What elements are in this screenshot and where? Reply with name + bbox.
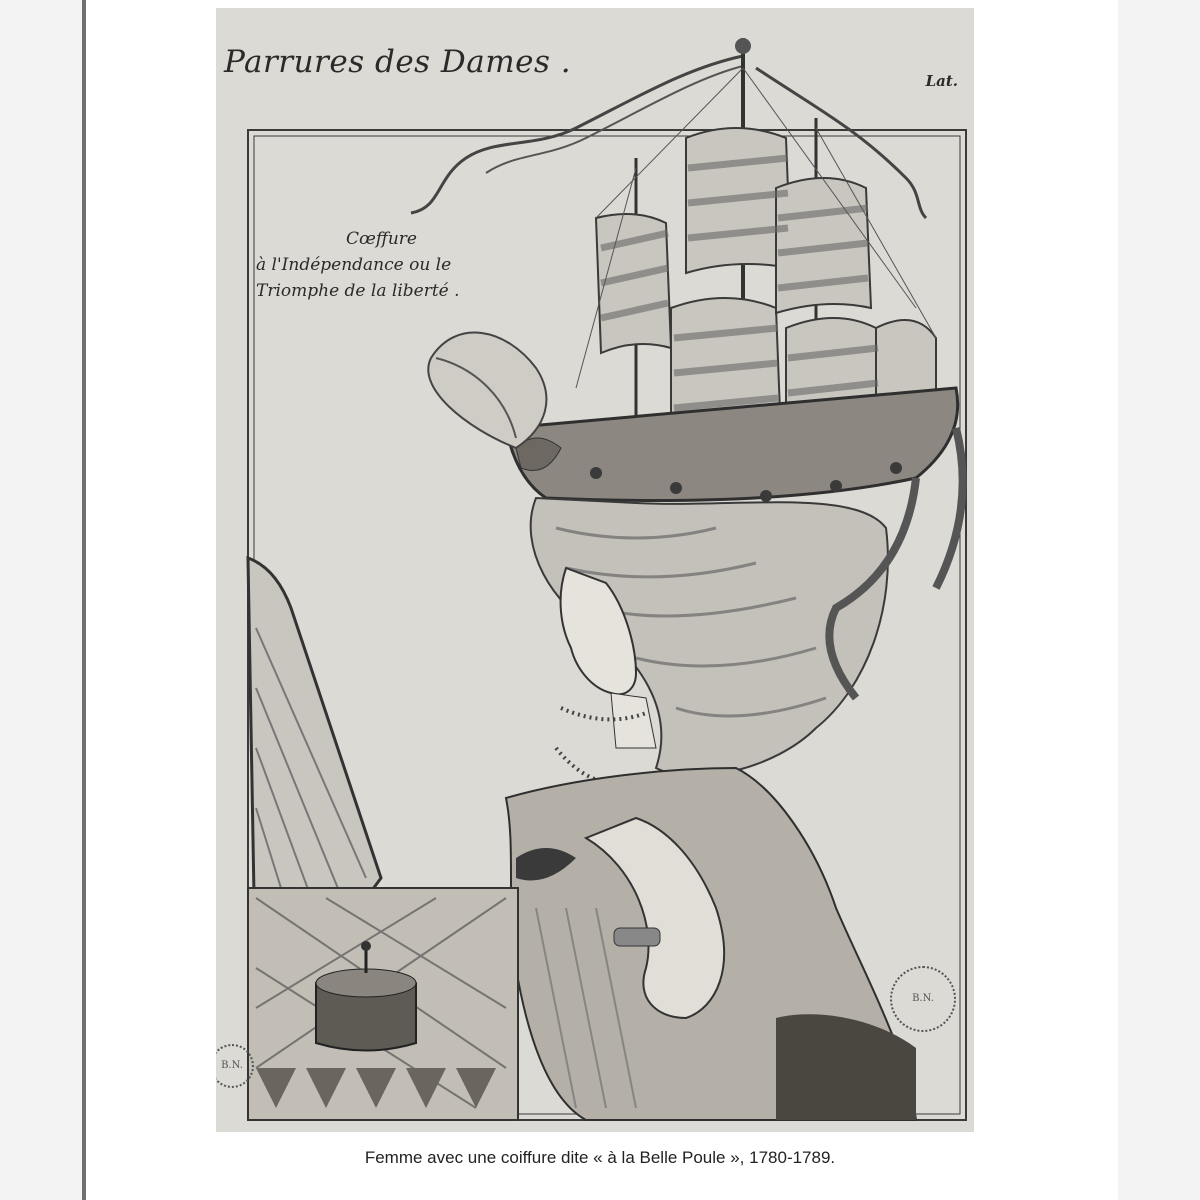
engraving-plate	[216, 8, 974, 1132]
engraving-illustration	[216, 8, 974, 1132]
inscription-line-2: à l'Indépendance ou le	[256, 255, 452, 275]
library-stamp-right: B.N.	[890, 966, 956, 1032]
plate-mark: Lat.	[925, 72, 958, 90]
plate-inscription	[256, 226, 546, 304]
library-stamp-left: B.N.	[216, 1044, 254, 1088]
plate-title: Parrures des Dames .	[224, 44, 572, 80]
inscription-line-1: Cœffure	[346, 229, 417, 249]
figure-caption: Femme avec une coiffure dite « à la Belle Poule », 1780-1789.	[364, 1148, 836, 1167]
inscription-line-3: Triomphe de la liberté .	[256, 281, 460, 301]
